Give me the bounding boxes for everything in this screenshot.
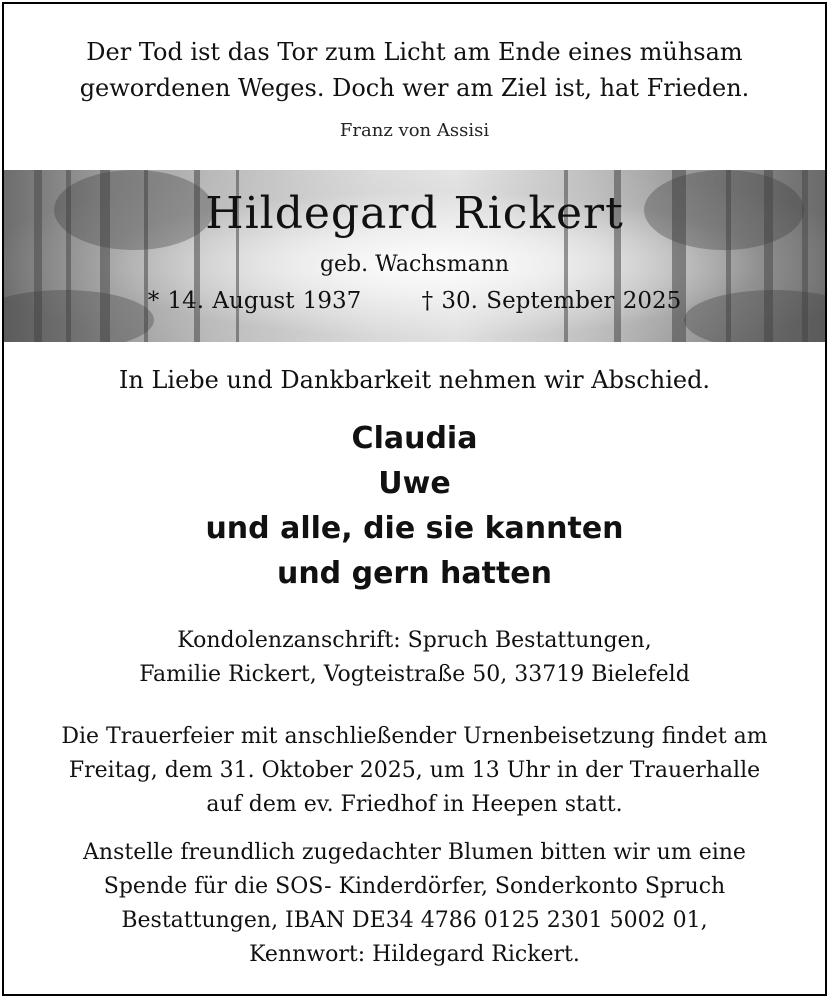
forest-banner xyxy=(4,170,825,342)
donation-line: Spende für die SOS- Kinderdörfer, Sonderkonto Spruch xyxy=(103,874,726,899)
mourners-list xyxy=(4,416,825,596)
condolence-line: Familie Rickert, Vogteistraße 50, 33719 Bielefeld xyxy=(139,662,690,687)
deceased-name: Hildegard Rickert xyxy=(205,188,624,239)
birth-date: * 14. August 1937 xyxy=(147,288,362,314)
quote xyxy=(4,34,825,106)
donation-request xyxy=(4,836,825,972)
mourner-line: und alle, die sie kannten xyxy=(205,511,624,546)
mourner-line: Claudia xyxy=(351,421,478,456)
farewell-text: In Liebe und Dankbarkeit nehmen wir Abschied. xyxy=(118,366,711,394)
donation-line: Kennwort: Hildegard Rickert. xyxy=(249,942,580,967)
condolence-line: Kondolenzanschrift: Spruch Bestattungen, xyxy=(177,628,652,653)
quote-author: Franz von Assisi xyxy=(339,120,490,141)
donation-line: Anstelle freundlich zugedachter Blumen bitten wir um eine xyxy=(83,840,746,865)
death-date: † 30. September 2025 xyxy=(421,288,682,314)
condolence-address xyxy=(4,624,825,692)
ceremony-info xyxy=(4,720,825,822)
ceremony-line: auf dem ev. Friedhof in Heepen statt. xyxy=(206,792,623,817)
quote-line: gewordenen Weges. Doch wer am Ziel ist, hat Frieden. xyxy=(79,74,750,102)
ceremony-line: Die Trauerfeier mit anschließender Urnenbeisetzung findet am xyxy=(61,724,768,749)
life-dates xyxy=(4,288,825,314)
donation-line: Bestattungen, IBAN DE34 4786 0125 2301 5002 01, xyxy=(121,908,708,933)
ceremony-line: Freitag, dem 31. Oktober 2025, um 13 Uhr in der Trauerhalle xyxy=(68,758,761,783)
mourner-line: Uwe xyxy=(378,466,451,501)
mourner-line: und gern hatten xyxy=(276,556,553,591)
maiden-name: geb. Wachsmann xyxy=(319,252,510,277)
obituary-frame xyxy=(2,2,827,996)
quote-line: Der Tod ist das Tor zum Licht am Ende eines mühsam xyxy=(86,38,743,66)
